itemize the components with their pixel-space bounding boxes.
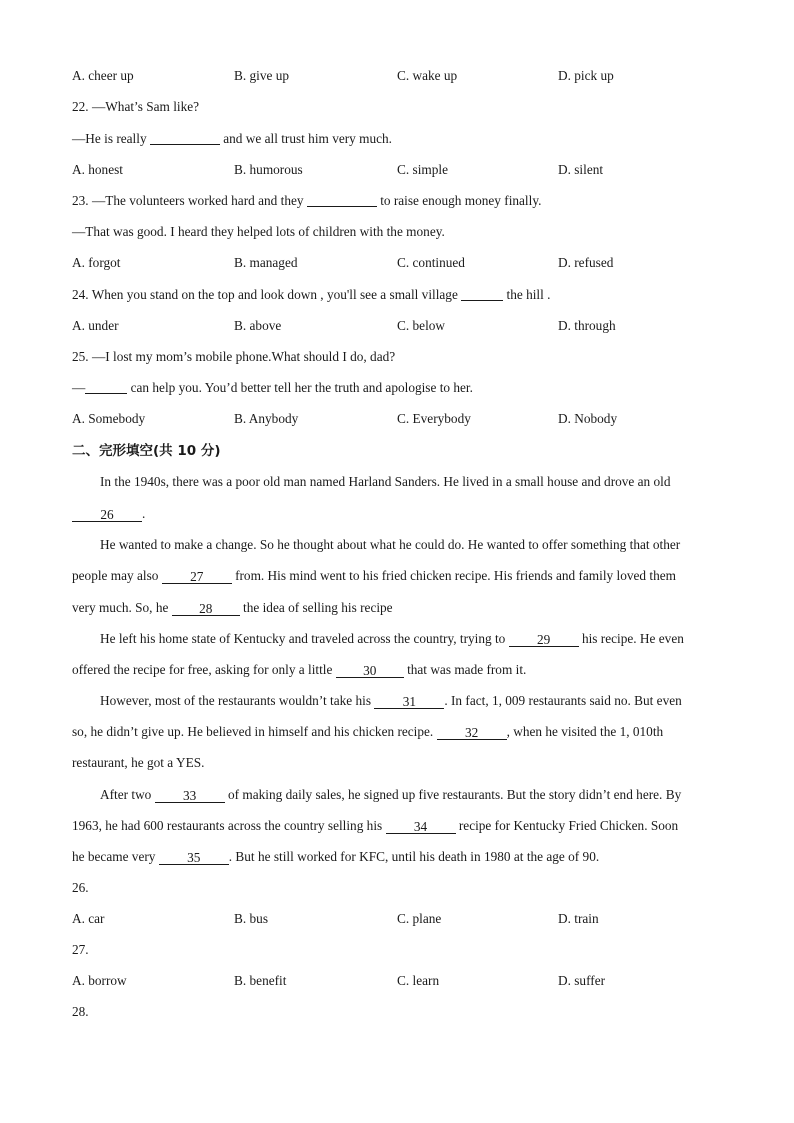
- q23-option-b: B. managed: [234, 255, 298, 270]
- blank-26: 26: [72, 508, 142, 522]
- blank-30: 30: [336, 664, 404, 678]
- q23-blank: [307, 193, 377, 207]
- q22-option-a: A. honest: [72, 162, 123, 177]
- blank-31: 31: [374, 695, 444, 709]
- q22-option-d: D. silent: [558, 162, 604, 177]
- passage-p4-line3: restaurant, he got a YES.: [72, 755, 205, 770]
- passage-p2-line3: [72, 600, 393, 616]
- passage-p3-text-d: that was made from it.: [407, 662, 527, 677]
- passage-p2-text-b: people may also: [72, 568, 159, 583]
- passage-p5-text-b: of making daily sales, he signed up five restaurants. But the story didn’t end here. By: [227, 787, 682, 802]
- q24-stem-before: 24. When you stand on the top and look down , you'll see a small village: [72, 287, 458, 302]
- passage-p1-end: .: [142, 506, 146, 521]
- section-title-cloze: 二、完形填空(共 10 分): [72, 443, 221, 459]
- q22-option-c: C. simple: [397, 162, 448, 177]
- q22-option-b: B. humorous: [234, 162, 303, 177]
- q23-stem: [72, 193, 541, 209]
- q25-option-a: A. Somebody: [72, 411, 146, 426]
- q22-blank: [150, 131, 220, 145]
- passage-p4-text-c: so, he didn’t give up. He believed in himself and his chicken recipe.: [72, 724, 434, 739]
- passage-p1-line2: [72, 506, 145, 522]
- q21-option-d: D. pick up: [558, 68, 614, 83]
- q25-option-d: D. Nobody: [558, 411, 618, 426]
- q22-line2-before: —He is really: [72, 131, 147, 146]
- passage-p5-line2: [72, 818, 678, 834]
- passage-p5-text-a: After two: [100, 787, 152, 802]
- blank-28: 28: [172, 602, 240, 616]
- passage-p3-line1: [100, 631, 684, 647]
- passage-p3-text-c: offered the recipe for free, asking for only a little: [72, 662, 333, 677]
- q27-option-b: B. benefit: [234, 973, 287, 988]
- q21-option-c: C. wake up: [397, 68, 458, 83]
- passage-p5-line1: [100, 787, 681, 803]
- q26-option-c: C. plane: [397, 911, 442, 926]
- q25-line2-after: can help you. You’d better tell her the truth and apologise to her.: [130, 380, 473, 395]
- blank-35: 35: [159, 851, 229, 865]
- passage-p4-line1: [100, 693, 682, 709]
- q24-options: [72, 318, 732, 334]
- passage-p5-text-d: recipe for Kentucky Fried Chicken. Soon: [458, 818, 679, 833]
- q21-options: [72, 68, 732, 84]
- q27-option-a: A. borrow: [72, 973, 127, 988]
- q21-option-a: A. cheer up: [72, 68, 134, 83]
- passage-p1-line1: In the 1940s, there was a poor old man named Harland Sanders. He lived in a small house and drove an old: [100, 474, 671, 489]
- q24-option-b: B. above: [234, 318, 282, 333]
- passage-p5-line3: [72, 849, 599, 865]
- q25-line2-before: —: [72, 380, 86, 395]
- q25-option-b: B. Anybody: [234, 411, 299, 426]
- blank-33: 33: [155, 789, 225, 803]
- passage-p4-text-d: , when he visited the 1, 010th: [506, 724, 664, 739]
- q26-option-a: A. car: [72, 911, 105, 926]
- q27-option-c: C. learn: [397, 973, 440, 988]
- passage-p4-text-a: However, most of the restaurants wouldn’t take his: [100, 693, 372, 708]
- passage-p2-text-e: the idea of selling his recipe: [243, 600, 393, 615]
- q23-options: [72, 255, 732, 271]
- q23-option-c: C. continued: [397, 255, 465, 270]
- passage-p3-text-a: He left his home state of Kentucky and traveled across the country, trying to: [100, 631, 506, 646]
- q23-stem-after: to raise enough money finally.: [380, 193, 542, 208]
- q24-stem: [72, 287, 550, 303]
- blank-32: 32: [437, 726, 507, 740]
- q24-option-a: A. under: [72, 318, 119, 333]
- passage-p2-text-c: from. His mind went to his fried chicken recipe. His friends and family loved them: [235, 568, 676, 583]
- q27-label: 27.: [72, 942, 89, 957]
- q23-option-a: A. forgot: [72, 255, 121, 270]
- passage-p3-text-b: his recipe. He even: [581, 631, 684, 646]
- q22-stem: 22. —What’s Sam like?: [72, 99, 200, 114]
- q21-option-b: B. give up: [234, 68, 290, 83]
- q25-option-c: C. Everybody: [397, 411, 471, 426]
- passage-p4-text-b: . In fact, 1, 009 restaurants said no. But even: [444, 693, 682, 708]
- blank-34: 34: [386, 820, 456, 834]
- q24-stem-after: the hill .: [506, 287, 551, 302]
- q25-options: [72, 411, 732, 427]
- q25-line2: [72, 380, 473, 396]
- q26-option-d: D. train: [558, 911, 599, 926]
- q23-option-d: D. refused: [558, 255, 614, 270]
- q25-stem: 25. —I lost my mom’s mobile phone.What should I do, dad?: [72, 349, 396, 364]
- q24-blank: [461, 287, 503, 301]
- passage-p2-text-d: very much. So, he: [72, 600, 169, 615]
- q24-option-d: D. through: [558, 318, 616, 333]
- q26-option-b: B. bus: [234, 911, 268, 926]
- q23-line2: —That was good. I heard they helped lots of children with the money.: [72, 224, 445, 239]
- passage-p2-line1: He wanted to make a change. So he thought about what he could do. He wanted to offer something that other: [100, 537, 681, 552]
- passage-p5-text-c: 1963, he had 600 restaurants across the country selling his: [72, 818, 383, 833]
- q25-blank: [85, 380, 127, 394]
- q28-label: 28.: [72, 1004, 89, 1019]
- passage-p4-line2: [72, 724, 663, 740]
- q24-option-c: C. below: [397, 318, 446, 333]
- q22-line2-after: and we all trust him very much.: [223, 131, 393, 146]
- q26-options: [72, 911, 732, 927]
- passage-p5-text-e: he became very: [72, 849, 156, 864]
- q26-label: 26.: [72, 880, 89, 895]
- q22-line2: [72, 131, 392, 147]
- passage-p2-line2: [72, 568, 676, 584]
- q23-stem-before: 23. —The volunteers worked hard and they: [72, 193, 304, 208]
- q22-options: [72, 162, 732, 178]
- passage-p3-line2: [72, 662, 526, 678]
- q27-options: [72, 973, 732, 989]
- blank-27: 27: [162, 570, 232, 584]
- q27-option-d: D. suffer: [558, 973, 606, 988]
- blank-29: 29: [509, 633, 579, 647]
- passage-p5-text-f: . But he still worked for KFC, until his death in 1980 at the age of 90.: [228, 849, 600, 864]
